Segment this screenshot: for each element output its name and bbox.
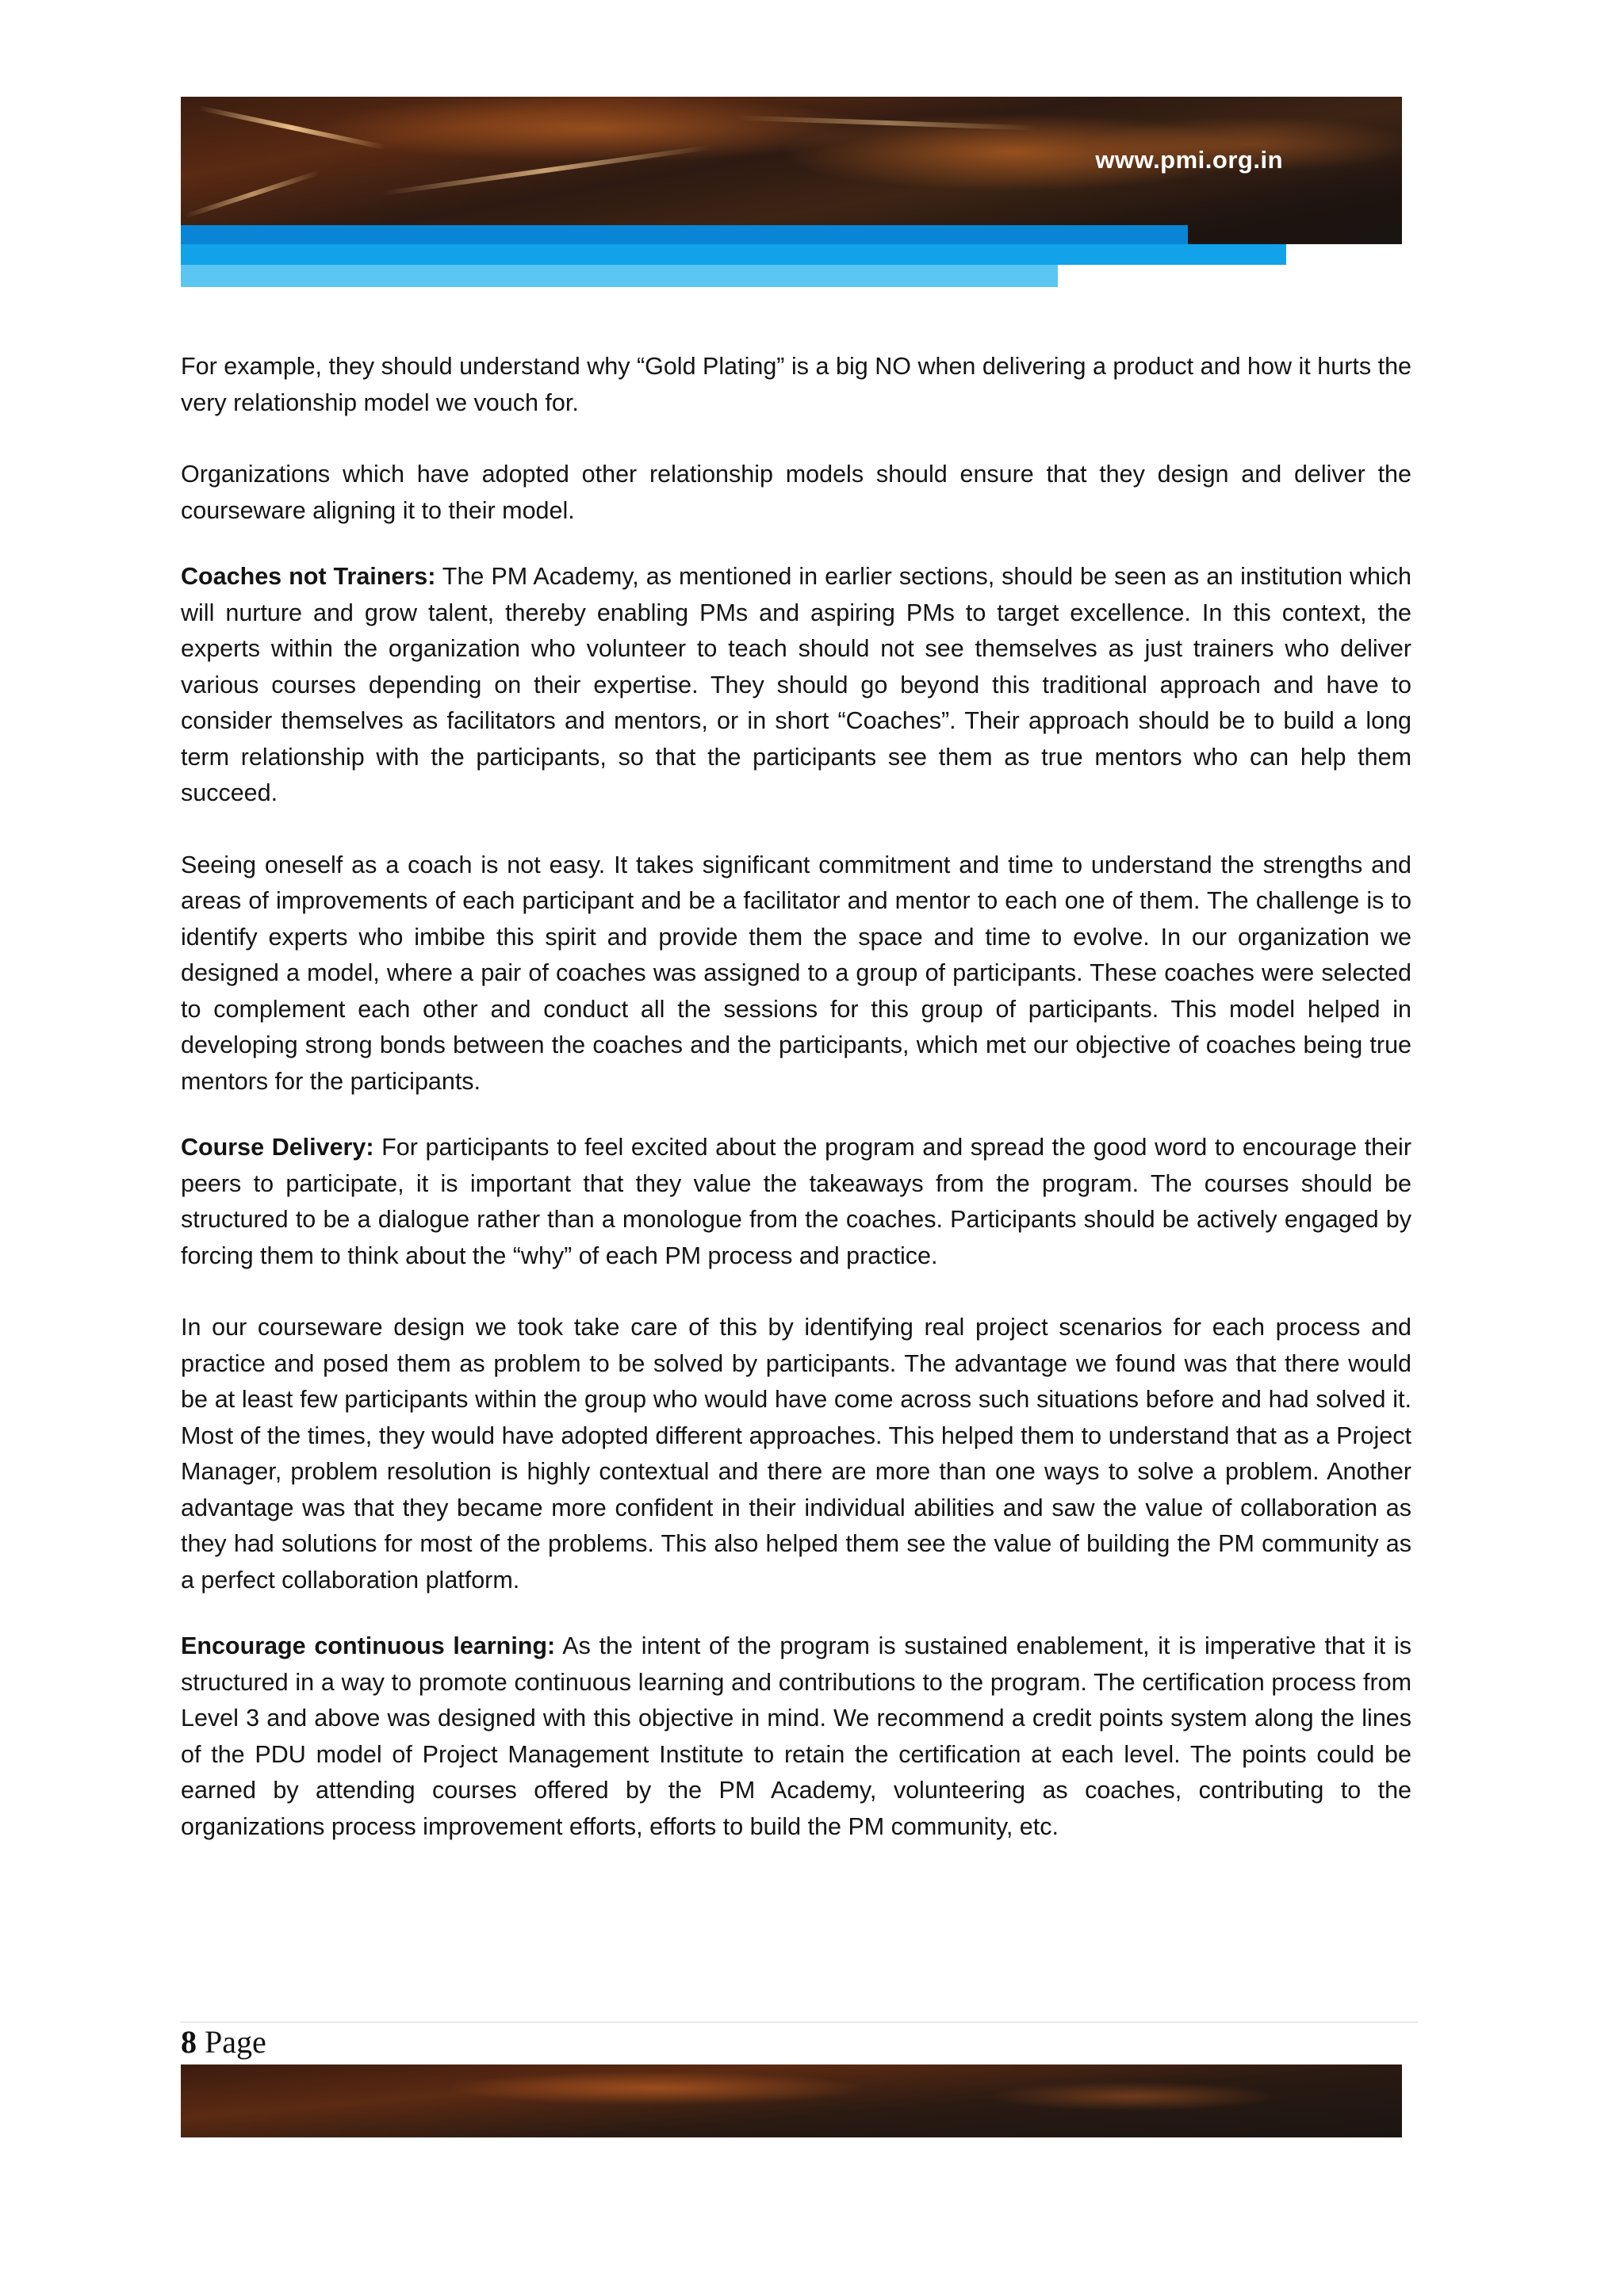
page-number: 8 (181, 2024, 197, 2060)
header-banner (181, 97, 1402, 244)
page-word: Page (205, 2024, 266, 2060)
paragraph-heading: Course Delivery: (181, 1134, 374, 1161)
header-url: www.pmi.org.in (1095, 146, 1283, 174)
paragraph-heading: Coaches not Trainers: (181, 563, 436, 590)
paragraph-course-delivery (181, 1130, 1411, 1274)
paragraph-heading: Encourage continuous learning: (181, 1632, 556, 1659)
header-stripe-dark-blue (181, 225, 1188, 244)
header-stripe-blue (181, 244, 1286, 265)
light-streak (183, 170, 320, 218)
paragraph-relationship-models (181, 457, 1411, 529)
document-body (181, 349, 1411, 1845)
light-streak (381, 145, 711, 196)
paragraph-text: The PM Academy, as mentioned in earlier sections, should be seen as an institution which will nurture and grow talent, thereby enabling PMs and aspiring PMs to target excellence. In this context, the experts within the organization who volunteer to teach should not see themselves as just trainers who deliver various courses depending on their expertise. They should go beyond this traditional approach and have to consider themselves as facilitators and mentors, or in short “Coaches”. Their approach should be to build a long term relationship with the participants, so that the participants see them as true mentors who can help them succeed. (181, 563, 1412, 806)
paragraph-text: Organizations which have adopted other relationship models should ensure that they design and deliver the courseware aligning it to their model. (181, 461, 1411, 524)
paragraph-courseware-design (181, 1310, 1411, 1598)
paragraph-gold-plating (181, 349, 1411, 421)
paragraph-text: For example, they should understand why “Gold Plating” is a big NO when delivering a product and how it hurts the very relationship model we vouch for. (181, 353, 1411, 416)
paragraph-text: Seeing oneself as a coach is not easy. It takes significant commitment and time to understand the strengths and areas of improvements of each participant and be a facilitator and mentor to each one of them. The challenge is to identify experts who imbibe this spirit and provide them the space and time to evolve. In our organization we designed a model, where a pair of coaches was assigned to a group of participants. These coaches were selected to complement each other and conduct all the sessions for this group of participants. This model helped in developing strong bonds between the coaches and the participants, which met our objective of coaches being true mentors for the participants. (181, 851, 1411, 1095)
page-number-label (181, 2023, 266, 2061)
paragraph-continuous-learning (181, 1628, 1411, 1845)
light-streak (198, 105, 385, 150)
footer-banner (181, 2064, 1402, 2137)
paragraph-text: For participants to feel excited about the program and spread the good word to encourage their peers to participate, it is important that they value the takeaways from the program. The courses should be structured to be a dialogue rather than a monologue from the coaches. Participants should be actively engaged by forcing them to think about the “why” of each PM process and practice. (181, 1134, 1411, 1269)
paragraph-coaches-not-trainers (181, 559, 1411, 812)
light-streak (736, 115, 1037, 130)
paragraph-text: In our courseware design we took take care of this by identifying real project scenarios for each process and practice and posed them as problem to be solved by participants. The advantage we found was that there would be at least few participants within the group who would have come across such situations before and had solved it. Most of the times, they would have adopted different approaches. This helped them to understand that as a Project Manager, problem resolution is highly contextual and there are more than one ways to solve a problem. Another advantage was that they became more confident in their individual abilities and saw the value of collaboration as they had solutions for most of the problems. This also helped them see the value of building the PM community as a perfect collaboration platform. (181, 1314, 1411, 1594)
paragraph-text: As the intent of the program is sustained enablement, it is imperative that it is structured in a way to promote continuous learning and contributions to the program. The certification process from Level 3 and above was designed with this objective in mind. We recommend a credit points system along the lines of the PDU model of Project Management Institute to retain the certification at each level. The points could be earned by attending courses offered by the PM Academy, volunteering as coaches, contributing to the organizations process improvement efforts, efforts to build the PM community, etc. (181, 1632, 1412, 1840)
paragraph-seeing-oneself-as-coach (181, 848, 1411, 1100)
header-stripe-light-blue (181, 265, 1058, 287)
